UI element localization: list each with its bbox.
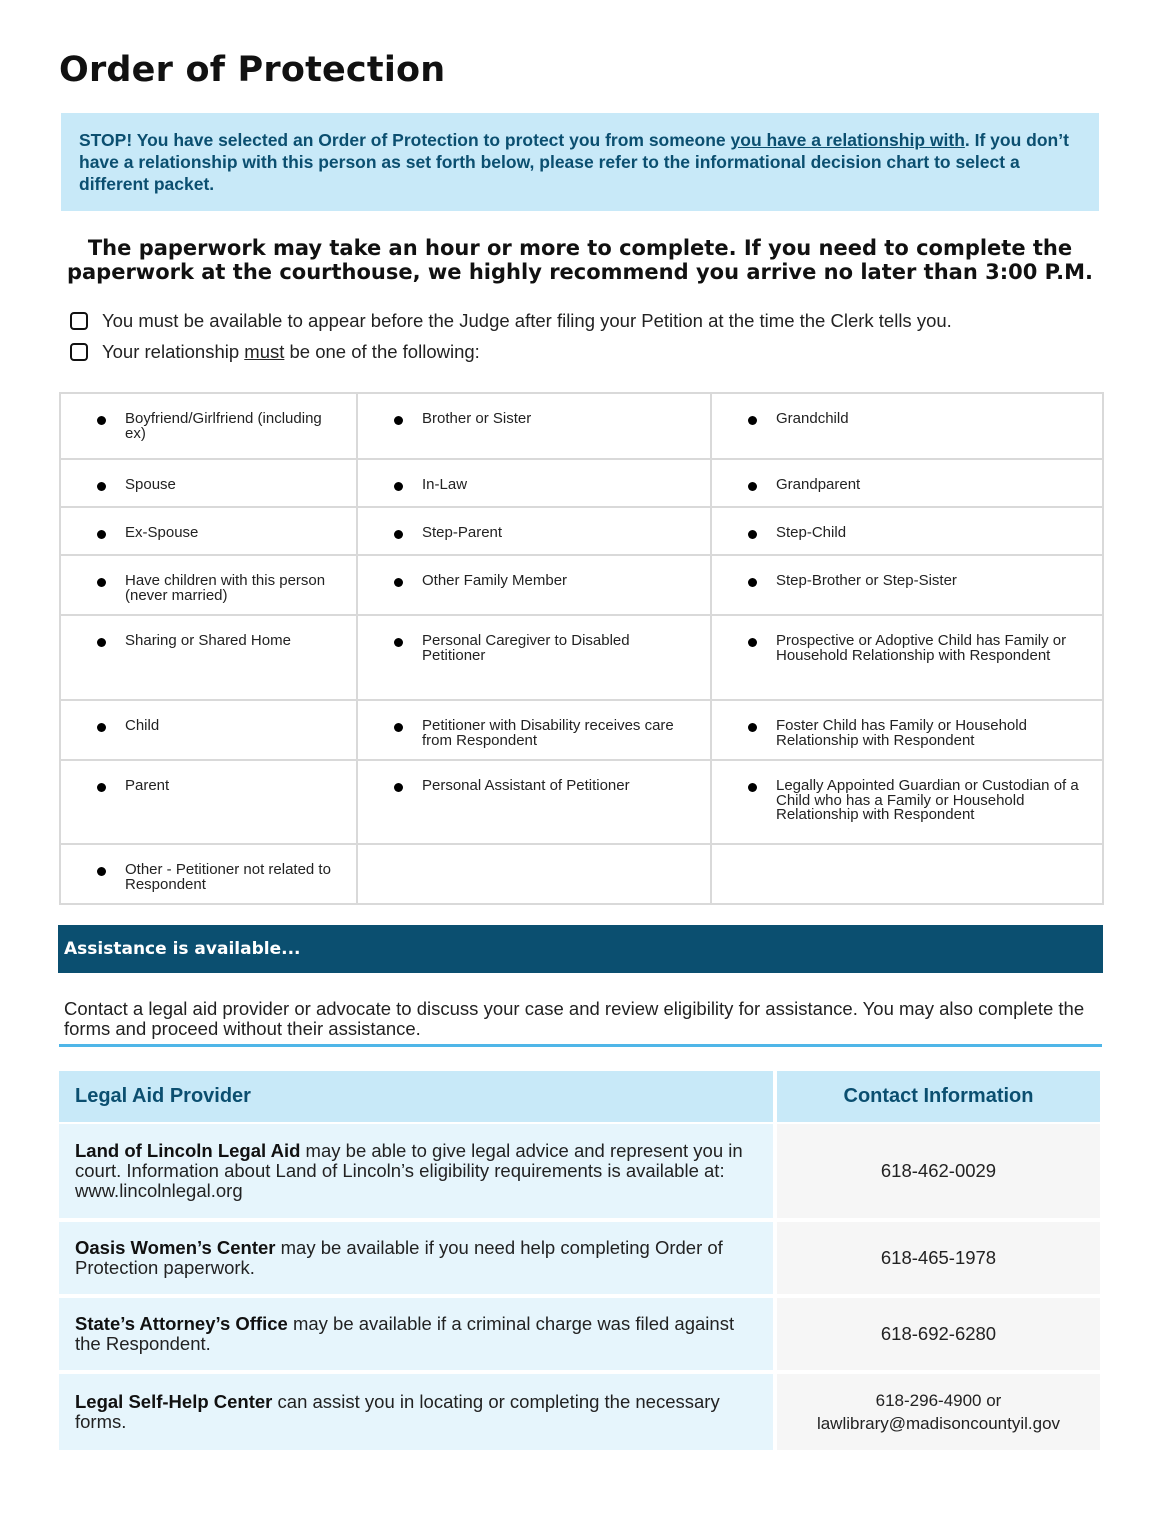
provider-description: can assist you in locating or completing the necessary forms. — [75, 1391, 720, 1432]
checklist-item-text: Your relationship must be one of the following: — [102, 341, 480, 362]
checkbox-icon[interactable] — [70, 343, 88, 361]
relationship-cell — [711, 459, 1103, 507]
provider-cell — [59, 1222, 777, 1298]
provider-email-link[interactable]: lawlibrary@madisoncountyil.gov — [816, 1414, 1061, 1433]
table-row — [59, 1298, 1100, 1374]
relationship-label: Personal Caregiver to Disabled Petitioner — [422, 632, 630, 664]
table-row — [60, 459, 1103, 507]
bullet-icon — [748, 783, 757, 792]
bullet-icon — [394, 530, 403, 539]
bullet-icon — [97, 482, 106, 491]
relationship-label: Step-Brother or Step-Sister — [776, 572, 957, 589]
relationship-label: Ex-Spouse — [125, 524, 199, 541]
bullet-icon — [394, 638, 403, 647]
bullet-icon — [97, 783, 106, 792]
list-item — [358, 556, 710, 589]
contact-cell — [777, 1374, 1100, 1454]
relationship-label: Personal Assistant of Petitioner — [422, 777, 630, 794]
provider-name: Oasis Women’s Center — [75, 1237, 276, 1258]
bullet-icon — [97, 723, 106, 732]
relationship-cell — [711, 760, 1103, 844]
provider-cell — [59, 1298, 777, 1374]
relationship-label: Brother or Sister — [422, 410, 532, 427]
list-item — [61, 845, 356, 892]
provider-description: may be available if a criminal charge was filed against the Respondent. — [75, 1313, 735, 1354]
bullet-icon — [748, 578, 757, 587]
bullet-icon — [97, 638, 106, 647]
bullet-icon — [394, 578, 403, 587]
checklist-item-text: You must be available to appear before the Judge after filing your Petition at the time the Clerk tells you. — [102, 310, 952, 331]
relationship-table — [59, 392, 1104, 905]
bullet-icon — [394, 723, 403, 732]
list-item — [61, 556, 356, 603]
checkbox-icon[interactable] — [70, 312, 88, 330]
bullet-icon — [394, 783, 403, 792]
relationship-label: Grandchild — [776, 410, 849, 427]
relationship-label: Child — [125, 717, 160, 734]
column-header-contact: Contact Information — [777, 1071, 1100, 1124]
bullet-icon — [748, 482, 757, 491]
section-divider — [59, 1044, 1102, 1047]
relationship-cell — [357, 700, 711, 760]
checklist-item-availability — [70, 309, 952, 333]
relationship-cell — [60, 615, 357, 700]
stop-notice-text-end: . If you don’t have a relationship with this person as set forth below, please refer to the informational decision chart to select a different packet. — [79, 130, 1069, 194]
table-row — [60, 393, 1103, 459]
relationship-label: Spouse — [125, 476, 176, 493]
assistance-text: Contact a legal aid provider or advocate to discuss your case and review eligibility for assistance. You may also complete the forms and proceed without their assistance. — [64, 998, 1085, 1039]
bullet-icon — [394, 416, 403, 425]
list-item — [61, 508, 356, 541]
bullet-icon — [748, 638, 757, 647]
list-item — [712, 460, 1102, 493]
relationship-label: Petitioner with Disability receives care from Respondent — [422, 717, 674, 749]
list-item — [712, 761, 1102, 823]
bullet-icon — [748, 723, 757, 732]
relationship-cell — [357, 555, 711, 615]
stop-notice-underlined: you have a relationship with — [730, 130, 965, 150]
relationship-label: Foster Child has Family or Household Relationship with Respondent — [776, 717, 1027, 749]
list-item — [61, 761, 356, 794]
bullet-icon — [394, 482, 403, 491]
relationship-label: Sharing or Shared Home — [125, 632, 291, 649]
provider-description: may be able to give legal advice and represent you in court. Information about Land of Lincoln’s eligibility requirements is available at: www.lincolnlegal.org — [75, 1140, 743, 1201]
relationship-cell — [357, 615, 711, 700]
relationship-cell — [711, 393, 1103, 459]
relationship-cell — [60, 459, 357, 507]
provider-cell — [59, 1124, 777, 1222]
table-row — [60, 760, 1103, 844]
list-item — [358, 394, 710, 427]
list-item — [358, 761, 710, 794]
contact-cell — [777, 1222, 1100, 1298]
relationship-cell — [711, 507, 1103, 555]
list-item — [712, 701, 1102, 748]
table-row — [60, 615, 1103, 700]
page-title: Order of Protection — [59, 50, 446, 90]
relationship-cell — [711, 555, 1103, 615]
stop-notice-text: STOP! You have selected an Order of Protection to protect you from someone — [79, 130, 731, 150]
bullet-icon — [748, 416, 757, 425]
table-row — [60, 555, 1103, 615]
list-item — [358, 508, 710, 541]
relationship-label: Step-Child — [776, 524, 847, 541]
relationship-cell — [357, 760, 711, 844]
bullet-icon — [97, 530, 106, 539]
relationship-label: Other Family Member — [422, 572, 568, 589]
assistance-heading-bar — [58, 925, 1103, 973]
list-item — [61, 616, 356, 649]
relationship-label: Prospective or Adoptive Child has Family or Household Relationship with Respondent — [776, 632, 1067, 664]
relationship-label: In-Law — [422, 476, 468, 493]
relationship-cell — [357, 459, 711, 507]
provider-name: State’s Attorney’s Office — [75, 1313, 288, 1334]
relationship-cell — [357, 507, 711, 555]
contact-cell — [777, 1124, 1100, 1222]
relationship-cell — [60, 507, 357, 555]
relationship-cell — [711, 844, 1103, 904]
relationship-cell — [60, 844, 357, 904]
relationship-label: Legally Appointed Guardian or Custodian of a Child who has a Family or Household Relationship with Respondent — [776, 777, 1079, 823]
column-header-provider: Legal Aid Provider — [59, 1071, 777, 1124]
legal-aid-table — [59, 1071, 1100, 1454]
time-notice-line-1: The paperwork may take an hour or more to complete. If you need to complete the — [87, 236, 1073, 260]
relationship-cell — [711, 700, 1103, 760]
relationship-label: Parent — [125, 777, 170, 794]
relationship-label: Other - Petitioner not related to Respondent — [125, 861, 331, 893]
provider-phone: 618-692-6280 — [880, 1323, 997, 1344]
provider-phone: 618-462-0029 — [880, 1160, 997, 1181]
relationship-cell — [60, 700, 357, 760]
list-item — [358, 616, 710, 663]
list-item — [61, 394, 356, 441]
time-notice-line-2: paperwork at the courthouse, we highly recommend you arrive no later than 3:00 P.M. — [66, 260, 1094, 284]
assistance-heading: Assistance is available... — [64, 939, 301, 959]
bullet-icon — [748, 530, 757, 539]
provider-phone: 618-296-4900 or — [875, 1391, 1002, 1410]
provider-description: may be available if you need help completing Order of Protection paperwork. — [75, 1237, 723, 1278]
relationship-table-body — [60, 393, 1103, 904]
relationship-label: Grandparent — [776, 476, 861, 493]
bullet-icon — [97, 578, 106, 587]
provider-name: Land of Lincoln Legal Aid — [75, 1140, 301, 1161]
table-row — [59, 1374, 1100, 1454]
relationship-cell — [60, 555, 357, 615]
relationship-cell — [711, 615, 1103, 700]
contact-cell — [777, 1298, 1100, 1374]
table-row — [60, 700, 1103, 760]
relationship-cell — [60, 393, 357, 459]
bullet-icon — [97, 867, 106, 876]
bullet-icon — [97, 416, 106, 425]
list-item — [358, 460, 710, 493]
stop-notice-box — [61, 113, 1099, 211]
relationship-label: Boyfriend/Girlfriend (including ex) — [125, 410, 322, 442]
provider-name: Legal Self-Help Center — [75, 1391, 273, 1412]
list-item — [61, 460, 356, 493]
provider-phone: 618-465-1978 — [880, 1247, 997, 1268]
legal-aid-header-row — [59, 1071, 1100, 1124]
relationship-label: Step-Parent — [422, 524, 503, 541]
relationship-cell — [357, 393, 711, 459]
table-row — [60, 507, 1103, 555]
table-row — [59, 1124, 1100, 1222]
table-row — [60, 844, 1103, 904]
list-item — [358, 701, 710, 748]
relationship-cell — [357, 844, 711, 904]
list-item — [712, 556, 1102, 589]
list-item — [61, 701, 356, 734]
list-item — [712, 616, 1102, 663]
time-notice — [60, 236, 1100, 284]
list-item — [712, 508, 1102, 541]
provider-cell — [59, 1374, 777, 1454]
relationship-cell — [60, 760, 357, 844]
list-item — [712, 394, 1102, 427]
table-row — [59, 1222, 1100, 1298]
checklist-item-relationship — [70, 340, 480, 364]
relationship-label: Have children with this person (never married) — [125, 572, 326, 604]
